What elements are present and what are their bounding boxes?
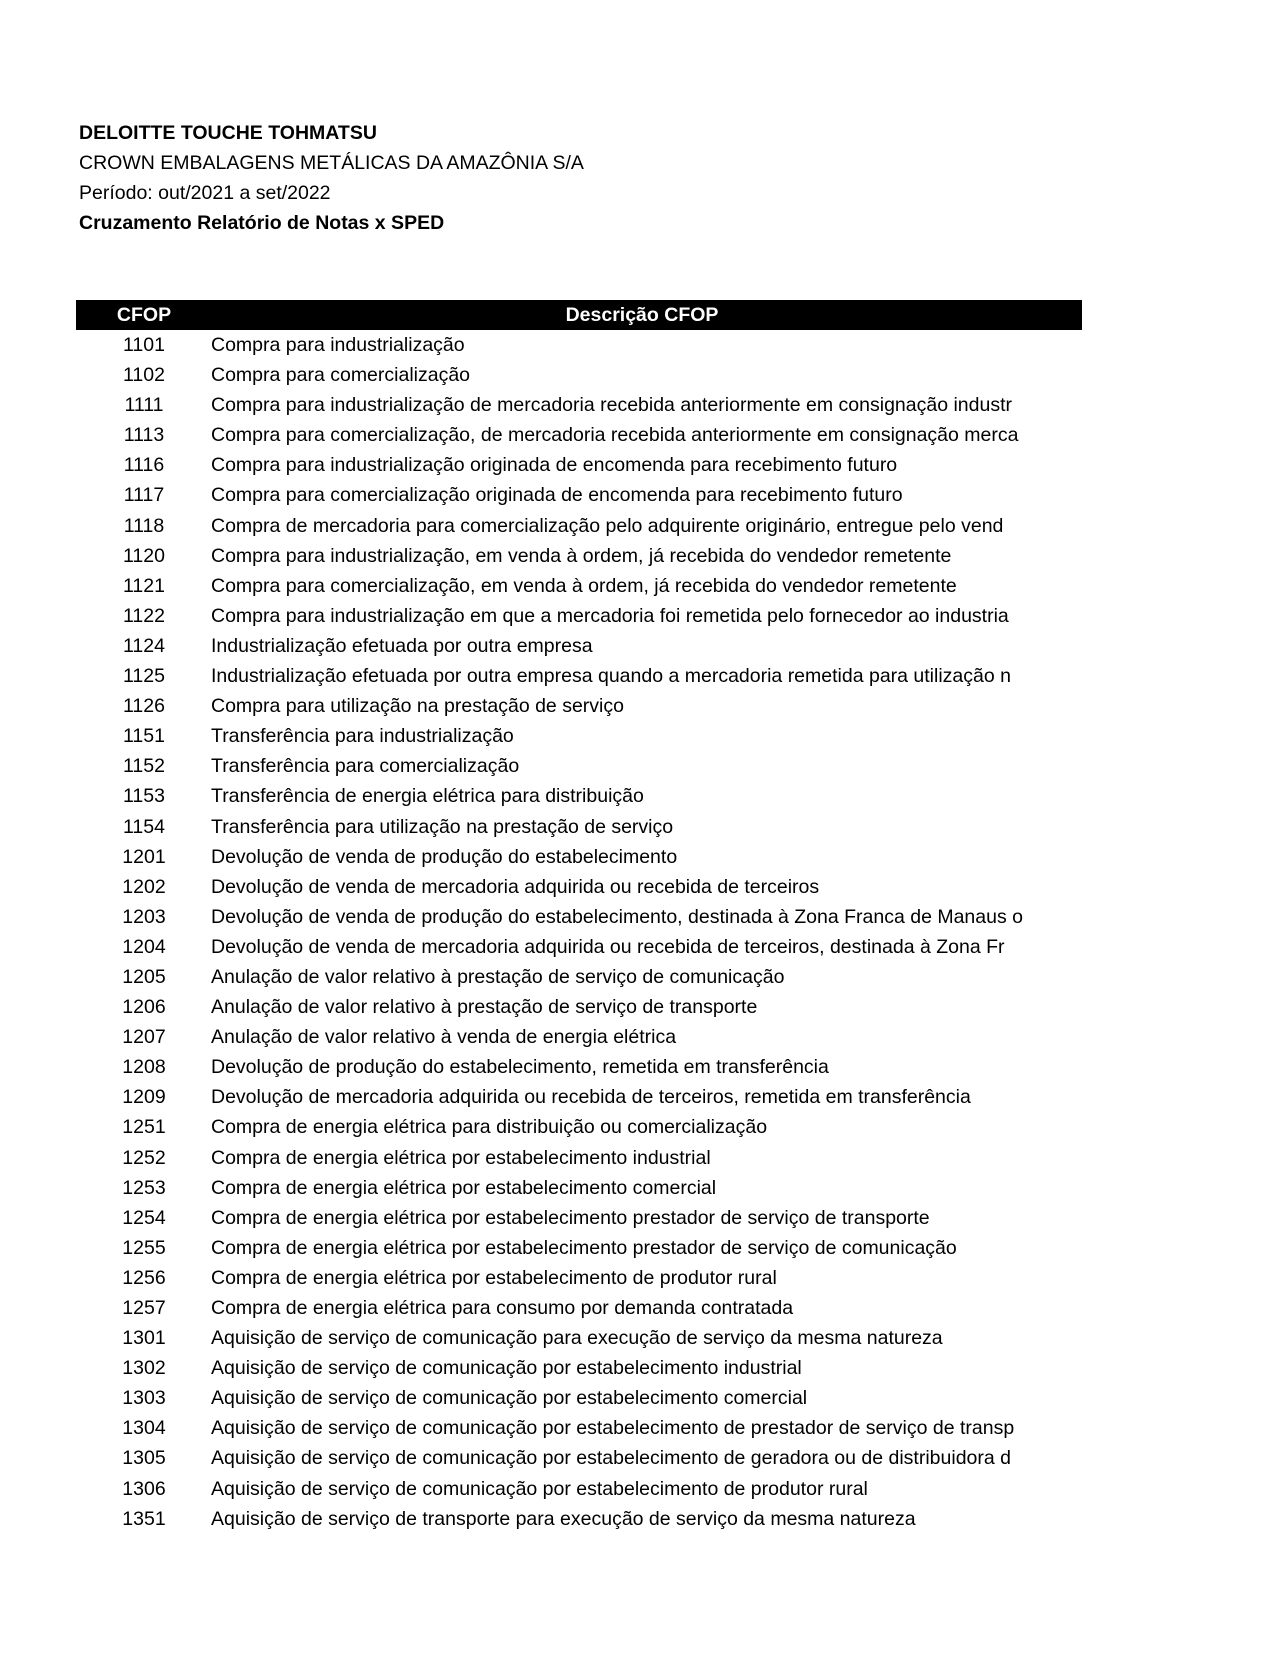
table-row [76,962,1082,992]
cfop-code: 1252 [122,1146,166,1169]
cfop-description: Aquisição de serviço de comunicação por estabelecimento industrial [211,1357,802,1380]
table-row [76,1052,1082,1082]
client-name: CROWN EMBALAGENS METÁLICAS DA AMAZÔNIA S/A [79,152,584,174]
cfop-code: 1306 [122,1477,166,1500]
cfop-code: 1121 [123,574,165,597]
cfop-code: 1111 [124,394,164,417]
cfop-description: Aquisição de serviço de comunicação por estabelecimento de geradora ou de distribuidora d [211,1447,1011,1470]
cfop-code: 1255 [122,1236,166,1259]
table-row [76,1293,1082,1323]
cfop-code: 1154 [123,815,165,838]
cfop-code: 1351 [122,1507,166,1530]
cfop-code: 1102 [123,364,165,387]
table-row [76,571,1082,601]
cfop-code: 1254 [122,1206,166,1229]
cfop-description: Anulação de valor relativo à prestação de serviço de comunicação [211,965,785,988]
table-row [76,1383,1082,1413]
cfop-description: Devolução de mercadoria adquirida ou recebida de terceiros, remetida em transferência [211,1086,971,1109]
cfop-code: 1201 [122,845,166,868]
cfop-description: Compra de energia elétrica por estabelecimento prestador de serviço de transporte [211,1206,930,1229]
cfop-description: Devolução de produção do estabelecimento, remetida em transferência [211,1056,829,1079]
cfop-code: 1305 [122,1447,166,1470]
cfop-description: Compra para comercialização, de mercadoria recebida anteriormente em consignação merca [211,424,1019,447]
cfop-code: 1251 [122,1116,166,1139]
table-row [76,902,1082,932]
table-row [76,390,1082,420]
table-row [76,1474,1082,1504]
cfop-code: 1204 [122,935,166,958]
cfop-code: 1203 [122,905,166,928]
cfop-code: 1202 [122,875,166,898]
cfop-description: Compra de energia elétrica para distribuição ou comercialização [211,1116,768,1139]
table-row [76,541,1082,571]
cfop-description: Compra para industrialização [211,334,465,356]
cfop-code: 1151 [123,725,165,748]
cfop-code: 1152 [123,755,165,778]
table-row [76,691,1082,721]
cfop-code: 1206 [122,996,166,1019]
cfop-code: 1205 [122,965,166,988]
cfop-code: 1209 [122,1086,166,1109]
cfop-description: Compra de energia elétrica por estabelecimento comercial [211,1176,717,1199]
table-row [76,872,1082,902]
cfop-code: 1304 [122,1417,166,1440]
cfop-code: 1153 [123,785,165,808]
cfop-description: Anulação de valor relativo à prestação de serviço de transporte [211,996,758,1019]
cfop-code: 1125 [123,665,165,688]
cfop-code: 1116 [123,454,165,477]
table-body [76,330,1082,1534]
cfop-code: 1122 [123,604,165,627]
cfop-description: Industrialização efetuada por outra empresa [211,634,593,657]
cfop-code: 1207 [122,1026,166,1049]
table-row [76,330,1082,360]
cfop-code: 1124 [123,634,165,657]
table-row [76,1203,1082,1233]
table-row [76,932,1082,962]
cfop-description: Anulação de valor relativo à venda de energia elétrica [211,1026,677,1049]
cfop-description: Compra para industrialização de mercadoria recebida anteriormente em consignação industr [211,394,1013,417]
cfop-description: Aquisição de serviço de transporte para execução de serviço da mesma natureza [211,1507,916,1530]
cfop-description: Compra de energia elétrica para consumo por demanda contratada [211,1297,794,1319]
cfop-code: 1208 [122,1056,166,1079]
cfop-description: Devolução de venda de mercadoria adquirida ou recebida de terceiros, destinada à Zona Fr [211,935,1005,958]
table-row [76,1443,1082,1473]
table-row [76,1353,1082,1383]
table-row [76,812,1082,842]
report-header [79,118,584,238]
cfop-description: Devolução de venda de mercadoria adquirida ou recebida de terceiros [211,875,820,898]
table-row [76,450,1082,480]
cfop-code: 1117 [123,484,165,507]
cfop-code: 1302 [122,1357,166,1380]
cfop-description: Industrialização efetuada por outra empresa quando a mercadoria remetida para utilização n [211,665,1011,688]
table-row [76,781,1082,811]
cfop-description: Devolução de venda de produção do estabelecimento, destinada à Zona Franca de Manaus o [211,905,1023,928]
cfop-description: Compra para industrialização, em venda à ordem, já recebida do vendedor remetente [211,544,952,567]
table-row [76,992,1082,1022]
cfop-code: 1257 [122,1297,166,1319]
cfop-code: 1120 [123,544,165,567]
table-row [76,480,1082,510]
table-row [76,1413,1082,1443]
table-row [76,1112,1082,1142]
report-title: Cruzamento Relatório de Notas x SPED [79,212,445,234]
table-row [76,1143,1082,1173]
period-label: Período: out/2021 a set/2022 [79,182,331,204]
cfop-description: Compra de energia elétrica por estabelecimento de produtor rural [211,1266,777,1289]
table-row [76,1082,1082,1112]
cfop-description: Compra para industrialização em que a mercadoria foi remetida pelo fornecedor ao industria [211,604,1009,627]
cfop-code: 1301 [122,1327,166,1350]
cfop-description: Compra para comercialização originada de encomenda para recebimento futuro [211,484,903,507]
column-header-cfop: CFOP [116,304,172,326]
cfop-code: 1126 [123,695,165,718]
table-row [76,420,1082,450]
cfop-description: Transferência para comercialização [211,755,520,778]
table-header-row [76,300,1082,330]
table-row [76,1173,1082,1203]
table-row [76,1233,1082,1263]
table-row [76,1323,1082,1353]
table-row [76,511,1082,541]
cfop-description: Compra para utilização na prestação de serviço [211,695,624,718]
cfop-description: Transferência para utilização na prestação de serviço [211,815,674,838]
cfop-code: 1101 [123,334,165,356]
table-row [76,1022,1082,1052]
column-header-description: Descrição CFOP [565,304,719,326]
cfop-description: Devolução de venda de produção do estabelecimento [211,845,678,868]
table-row [76,842,1082,872]
cfop-description: Aquisição de serviço de comunicação por estabelecimento de prestador de serviço de transp [211,1417,1015,1440]
cfop-table [76,300,1082,1534]
cfop-code: 1256 [122,1266,166,1289]
cfop-code: 1113 [123,424,165,447]
cfop-description: Aquisição de serviço de comunicação por estabelecimento de produtor rural [211,1477,868,1500]
table-row [76,601,1082,631]
table-row [76,751,1082,781]
cfop-description: Compra de energia elétrica por estabelecimento prestador de serviço de comunicação [211,1236,957,1259]
table-row [76,1263,1082,1293]
cfop-description: Aquisição de serviço de comunicação para execução de serviço da mesma natureza [211,1327,943,1350]
cfop-code: 1118 [123,514,165,537]
cfop-code: 1253 [122,1176,166,1199]
cfop-description: Compra de mercadoria para comercialização pelo adquirente originário, entregue pelo vend [211,514,1004,537]
table-row [76,1504,1082,1534]
cfop-description: Compra para comercialização [211,364,471,387]
cfop-description: Transferência para industrialização [211,725,514,748]
table-row [76,721,1082,751]
table-row [76,661,1082,691]
cfop-description: Transferência de energia elétrica para distribuição [211,785,644,808]
cfop-description: Compra para comercialização, em venda à ordem, já recebida do vendedor remetente [211,574,957,597]
company-name: DELOITTE TOUCHE TOHMATSU [79,122,377,144]
cfop-description: Compra de energia elétrica por estabelecimento industrial [211,1146,711,1169]
table-row [76,631,1082,661]
cfop-description: Compra para industrialização originada de encomenda para recebimento futuro [211,454,898,477]
cfop-description: Aquisição de serviço de comunicação por estabelecimento comercial [211,1387,808,1410]
table-row [76,360,1082,390]
cfop-code: 1303 [122,1387,166,1410]
